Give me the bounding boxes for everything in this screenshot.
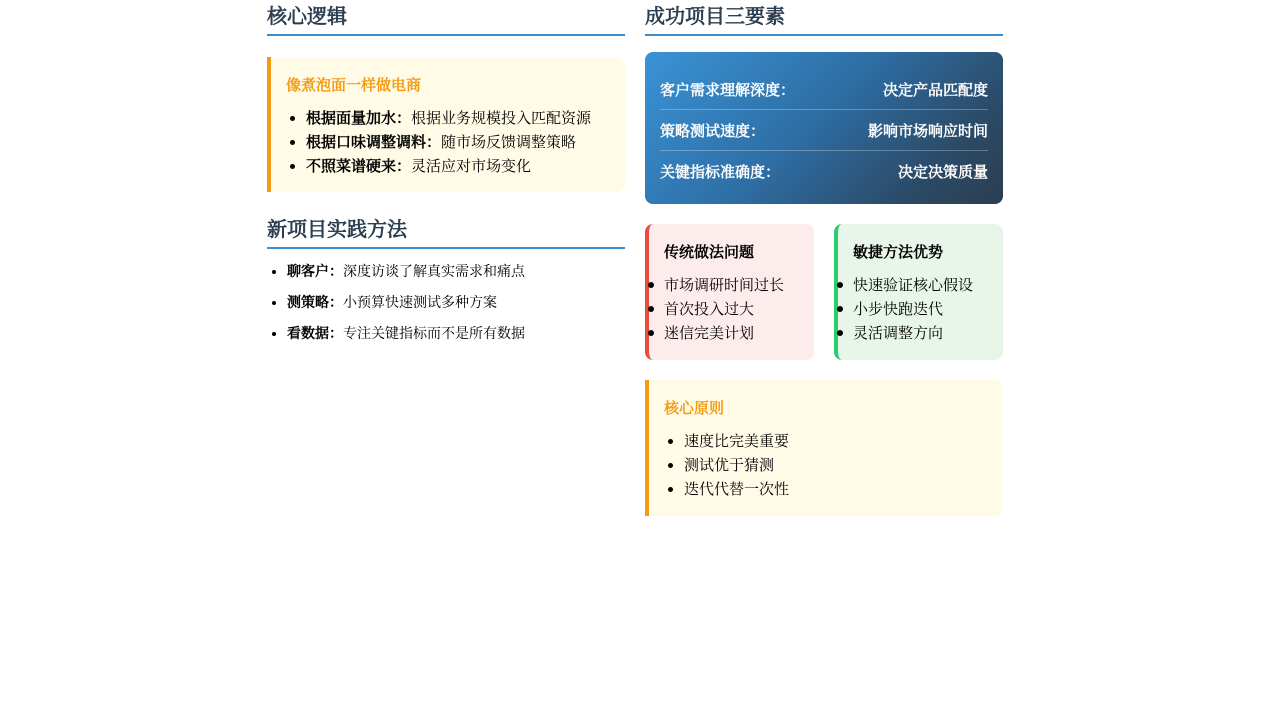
item-key: 根据面量加水： <box>306 109 412 127</box>
item-text: 随市场反馈调整策略 <box>441 133 577 151</box>
three-factors-card <box>645 52 1003 204</box>
list-item: 快速验证核心假设 <box>853 273 993 297</box>
item-key: 不照菜谱硬来： <box>306 157 412 175</box>
list-item <box>287 324 625 344</box>
item-text: 根据业务规模投入匹配资源 <box>411 109 592 127</box>
list-item: 迷信完美计划 <box>664 321 804 345</box>
list-item <box>306 130 611 154</box>
traditional-title: 传统做法问题 <box>664 243 755 261</box>
core-logic-note <box>267 57 625 192</box>
traditional-list <box>664 273 804 345</box>
agile-title: 敏捷方法优势 <box>853 243 944 261</box>
factor-row <box>660 151 988 191</box>
list-item <box>306 106 611 130</box>
traditional-problems-box <box>645 224 814 360</box>
item-key: 根据口味调整调料： <box>306 133 442 151</box>
factor-label: 关键指标准确度： <box>660 162 781 181</box>
list-item: • 速度比完美重要 <box>684 429 988 453</box>
list-item: 市场调研时间过长 <box>664 273 804 297</box>
factor-row <box>660 69 988 110</box>
factor-row <box>660 110 988 151</box>
factor-label: 客户需求理解深度： <box>660 80 796 99</box>
list-item: 首次投入过大 <box>664 297 804 321</box>
factor-value: 影响市场响应时间 <box>867 121 988 140</box>
list-item: • 测试优于猜测 <box>684 453 988 477</box>
three-factors-heading: 成功项目三要素 <box>645 0 1003 36</box>
list-item <box>287 262 625 282</box>
principles-list <box>664 429 988 501</box>
left-column <box>267 0 625 355</box>
practice-list <box>267 262 625 344</box>
right-column <box>645 0 1003 516</box>
core-logic-heading: 核心逻辑 <box>267 0 625 36</box>
list-item: 灵活调整方向 <box>853 321 993 345</box>
item-key: 聊客户： <box>287 264 343 280</box>
agile-advantages-box <box>834 224 1003 360</box>
agile-list <box>853 273 993 345</box>
item-text: 深度访谈了解真实需求和痛点 <box>343 264 525 280</box>
list-item: 小步快跑迭代 <box>853 297 993 321</box>
list-item <box>306 154 611 178</box>
principles-title: 核心原则 <box>664 399 725 417</box>
item-key: 看数据： <box>287 326 343 342</box>
list-item: • 迭代代替一次性 <box>684 477 988 501</box>
item-text: 小预算快速测试多种方案 <box>343 295 497 311</box>
factor-value: 决定决策质量 <box>897 162 988 181</box>
factor-value: 决定产品匹配度 <box>882 80 988 99</box>
note-title: 像煮泡面一样做电商 <box>286 76 422 94</box>
comparison-panels <box>645 224 1003 360</box>
factor-label: 策略测试速度： <box>660 121 766 140</box>
item-text: 专注关键指标而不是所有数据 <box>343 326 525 342</box>
core-principles-box <box>645 380 1002 516</box>
note-list <box>286 106 611 178</box>
item-text: 灵活应对市场变化 <box>411 157 532 175</box>
list-item <box>287 293 625 313</box>
item-key: 测策略： <box>287 295 343 311</box>
practice-heading: 新项目实践方法 <box>267 212 625 249</box>
